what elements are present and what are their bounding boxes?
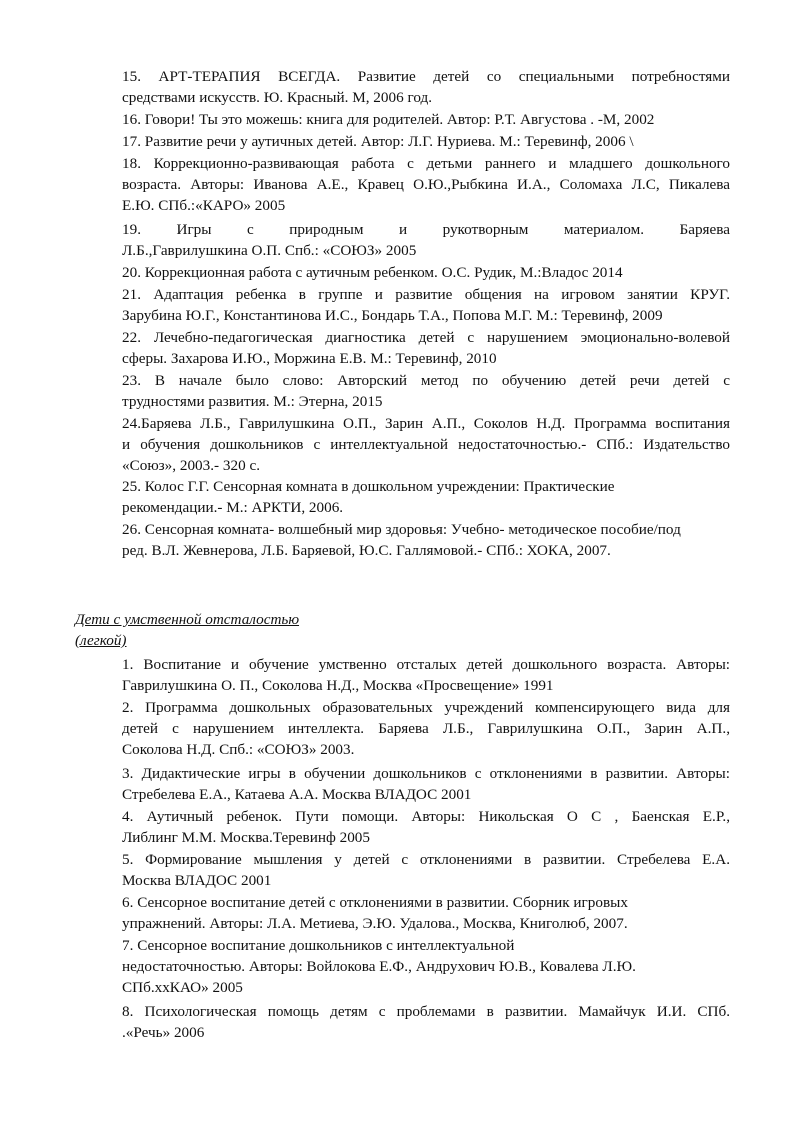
reference-line: 16. Говори! Ты это можешь: книга для родителей. Автор: Р.Т. Августова . -М, 2002 [122, 111, 655, 128]
reference-line: сферы. Захарова И.Ю., Моржина Е.В. М.: Теревинф, 2010 [122, 350, 497, 367]
reference-line: Либлинг М.М. Москва.Теревинф 2005 [122, 829, 370, 846]
reference-line: «Союз», 2003.- 320 с. [122, 457, 260, 474]
reference-line: трудностями развития. М.: Этерна, 2015 [122, 393, 383, 410]
reference-line: 6. Сенсорное воспитание детей с отклонениями в развитии. Сборник игровых [122, 894, 628, 911]
reference-line: 19. Игры с природным и рукотворным материалом. Баряева [122, 221, 730, 238]
reference-entry-20 [122, 262, 730, 283]
reference-entry-4 [122, 806, 730, 848]
reference-entry-3 [122, 763, 730, 805]
reference-line: 26. Сенсорная комната- волшебный мир здоровья: Учебно- методическое пособие/под [122, 521, 681, 538]
reference-line: Л.Б.,Гаврилушкина О.П. Спб.: «СОЮЗ» 2005 [122, 242, 417, 259]
reference-entry-23 [122, 370, 730, 412]
reference-line: 18. Коррекционно-развивающая работа с детьми раннего и младшего дошкольного [122, 155, 730, 172]
reference-line: Москва ВЛАДОС 2001 [122, 872, 272, 889]
reference-entry-26 [122, 519, 730, 561]
reference-line: 23. В начале было слово: Авторский метод по обучению детей речи детей с [122, 372, 730, 389]
reference-line: 21. Адаптация ребенка в группе и развитие общения на игровом занятии КРУГ. [122, 286, 730, 303]
reference-line: 22. Лечебно-педагогическая диагностика детей с нарушением эмоционально-волевой [122, 329, 730, 346]
reference-entry-2 [122, 697, 730, 760]
reference-line: 5. Формирование мышления у детей с отклонениями в развитии. Стребелева Е.А. [122, 851, 730, 868]
reference-line: 3. Дидактические игры в обучении дошкольников с отклонениями в развитии. Авторы: [122, 765, 730, 782]
reference-line: рекомендации.- М.: АРКТИ, 2006. [122, 499, 344, 516]
reference-line: 8. Психологическая помощь детям с проблемами в развитии. Мамайчук И.И. СПб. [122, 1003, 730, 1020]
reference-line: упражнений. Авторы: Л.А. Метиева, Э.Ю. Удалова., Москва, Книголюб, 2007. [122, 915, 628, 932]
reference-line: Соколова Н.Д. Спб.: «СОЮЗ» 2003. [122, 741, 355, 758]
reference-entry-24 [122, 413, 730, 476]
reference-line: 4. Аутичный ребенок. Пути помощи. Авторы: Никольская О С , Баенская Е.Р., [122, 808, 730, 825]
section-heading: Дети с умственной отсталостью [75, 611, 300, 628]
reference-line: 1. Воспитание и обучение умственно отсталых детей дошкольного возраста. Авторы: [122, 656, 730, 673]
reference-line: 7. Сенсорное воспитание дошкольников с интеллектуальной [122, 937, 515, 954]
reference-entry-16 [122, 109, 730, 130]
reference-line: средствами искусств. Ю. Красный. М, 2006 год. [122, 89, 433, 106]
reference-line: и обучения дошкольников с интеллектуальной недостаточностью.- СПб.: Издательство [122, 436, 730, 453]
reference-line: 17. Развитие речи у аутичных детей. Автор: Л.Г. Нуриева. М.: Теревинф, 2006 \ [122, 133, 634, 150]
reference-entry-15 [122, 66, 730, 108]
reference-entry-7 [122, 935, 730, 998]
reference-line: возраста. Авторы: Иванова А.Е., Кравец О.Ю.,Рыбкина И.А., Соломаха Л.С, Пикалева [122, 176, 730, 193]
reference-line: недостаточностью. Авторы: Войлокова Е.Ф., Андрухович Ю.В., Ковалева Л.Ю. [122, 958, 636, 975]
reference-entry-21 [122, 284, 730, 326]
reference-line: Гаврилушкина О. П., Соколова Н.Д., Москва «Просвещение» 1991 [122, 677, 554, 694]
reference-entry-22 [122, 327, 730, 369]
section-heading-subtitle: (легкой) [75, 632, 127, 649]
reference-line: Стребелева Е.А., Катаева А.А. Москва ВЛАДОС 2001 [122, 786, 472, 803]
reference-line: СПб.ххКАО» 2005 [122, 979, 243, 996]
reference-line: детей с нарушением интеллекта. Баряева Л.Б., Гаврилушкина О.П., Зарин А.П., [122, 720, 730, 737]
reference-line: 2. Программа дошкольных образовательных учреждений компенсирующего вида для [122, 699, 730, 716]
reference-entry-18 [122, 153, 730, 216]
reference-line: 25. Колос Г.Г. Сенсорная комната в дошкольном учреждении: Практические [122, 478, 615, 495]
reference-entry-8 [122, 1001, 730, 1043]
reference-entry-6 [122, 892, 730, 934]
reference-entry-19 [122, 219, 730, 261]
reference-entry-17 [122, 131, 730, 152]
reference-line: ред. В.Л. Жевнерова, Л.Б. Баряевой, Ю.С. Галлямовой.- СПб.: ХОКА, 2007. [122, 542, 611, 559]
reference-entry-5 [122, 849, 730, 891]
reference-line: Зарубина Ю.Г., Константинова И.С., Бондарь Т.А., Попова М.Г. М.: Теревинф, 2009 [122, 307, 663, 324]
reference-line: .«Речь» 2006 [122, 1024, 205, 1041]
reference-line: 24.Баряева Л.Б., Гаврилушкина О.П., Зарин А.П., Соколов Н.Д. Программа воспитания [122, 415, 730, 432]
reference-entry-25 [122, 476, 730, 518]
reference-line: Е.Ю. СПб.:«КАРО» 2005 [122, 197, 286, 214]
reference-line: 20. Коррекционная работа с аутичным ребенком. О.С. Рудик, М.:Владос 2014 [122, 264, 623, 281]
reference-entry-1 [122, 654, 730, 696]
reference-line: 15. АРТ-ТЕРАПИЯ ВСЕГДА. Развитие детей со специальными потребностями [122, 68, 730, 85]
